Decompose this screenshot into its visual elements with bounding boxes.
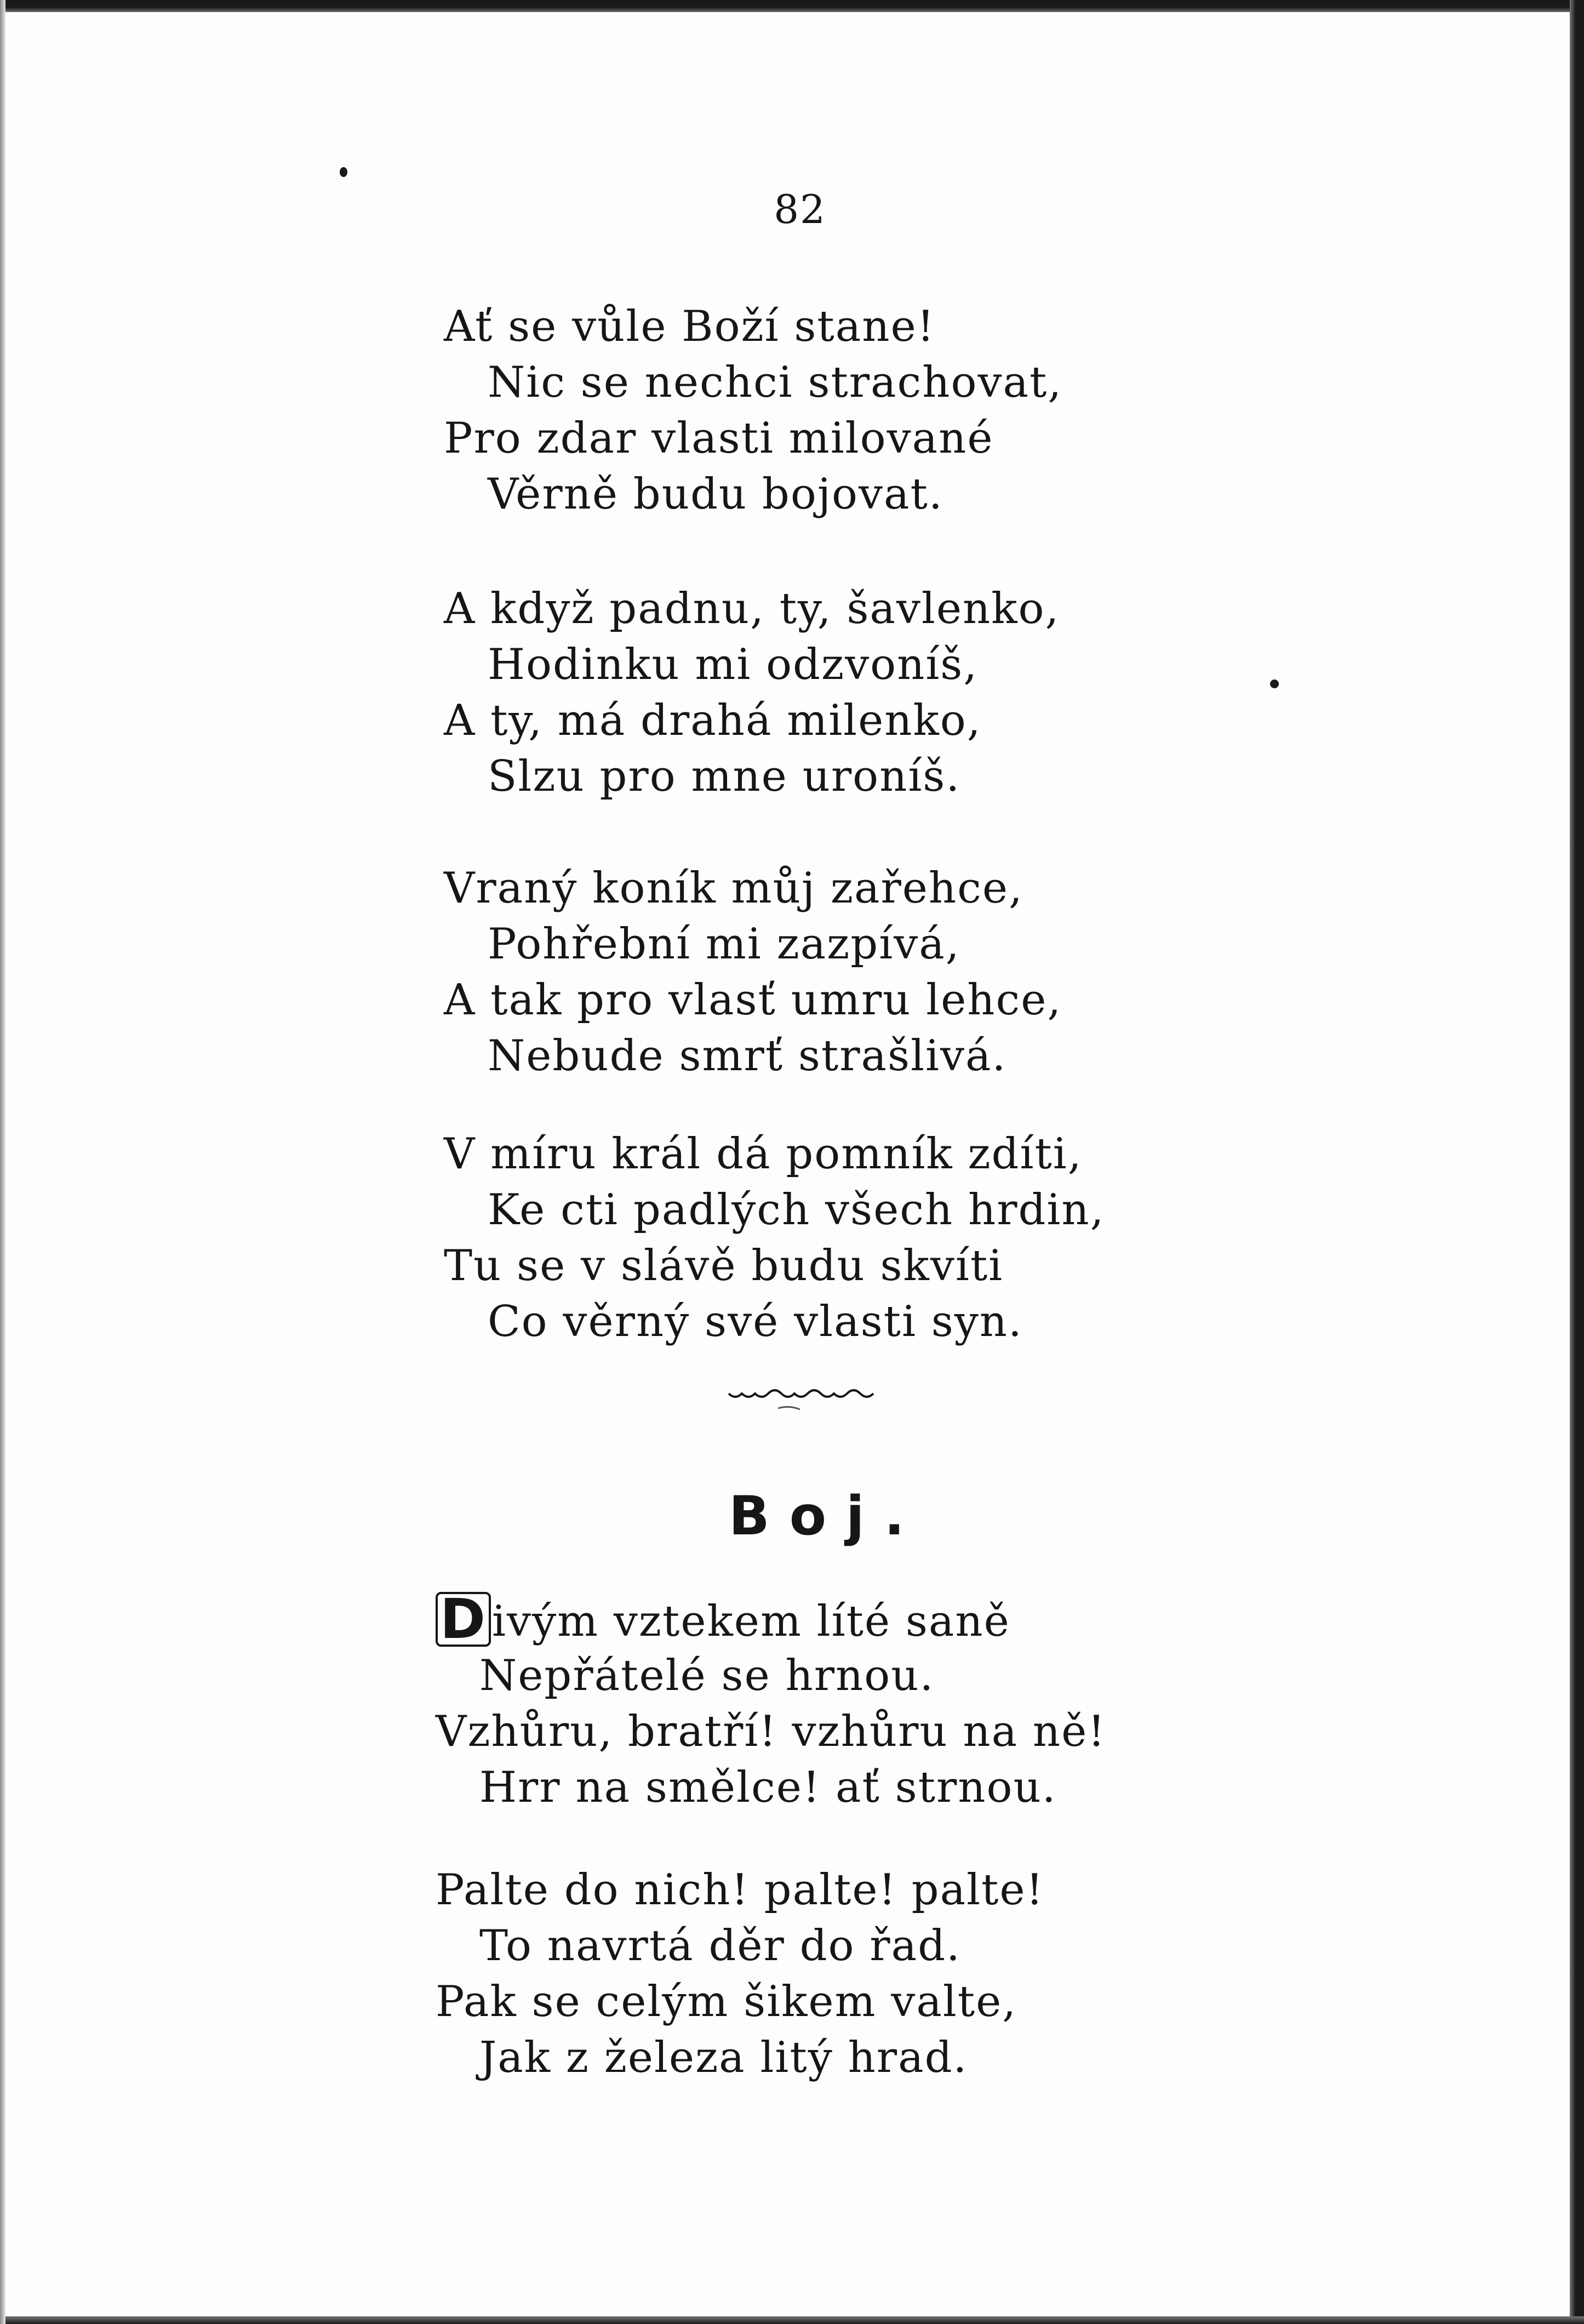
verse-line: Pak se celým šikem valte, [436,1977,1017,2026]
verse-line: A ty, má drahá milenko, [444,696,982,745]
stanza-4 [444,1126,1105,1350]
verse-line: A když padnu, ty, šavlenko, [444,584,1060,633]
verse-line-rest: ivým vztekem líté saně [492,1597,1010,1646]
verse-line: Pro zdar vlasti milované [444,414,994,463]
verse-line: Palte do nich! palte! palte! [436,1865,1044,1915]
wavy-divider [726,1384,879,1417]
verse-line: V míru král dá pomník zdíti, [444,1129,1083,1179]
verse-line: Tu se v slávě budu skvíti [444,1241,1004,1291]
stanza-1 [444,299,1062,522]
verse-line: Vraný koník můj zařehce, [444,864,1023,913]
verse-line-with-initial [436,1587,1106,1651]
scan-border-top [0,0,1584,12]
verse-line: Vzhůru, bratří! vzhůru na ně! [436,1707,1106,1756]
verse-line: Ke cti padlých všech hrdin, [488,1185,1105,1235]
ink-speck [340,167,347,177]
scan-border-right [1570,0,1584,2324]
drop-cap: D [436,1592,491,1647]
scan-border-left [0,0,5,2324]
verse-line: A tak pro vlasť umru lehce, [444,975,1062,1025]
verse-line: Hrr na smělce! ať strnou. [479,1763,1057,1812]
ink-speck [1270,680,1279,688]
verse-line: Hodinku mi odzvoníš, [488,640,979,689]
verse-line: Nebude smrť strašlivá. [488,1031,1007,1081]
stanza-6 [436,1862,1044,2086]
verse-line: Nic se nechci strachovat, [488,358,1063,407]
verse-line: Nepřátelé se hrnou. [479,1651,935,1700]
page-number: 82 [774,186,826,232]
stanza-3 [444,860,1062,1084]
verse-line: Slzu pro mne uroníš. [488,752,961,801]
stanza-2 [444,581,1060,804]
scan-border-bottom [0,2316,1584,2324]
stanza-5 [436,1587,1106,1815]
verse-line: Ať se vůle Boží stane! [444,302,936,351]
verse-line: To navrtá děr do řad. [479,1921,961,1971]
verse-line: Jak z železa litý hrad. [479,2033,968,2082]
poem-title: Boj. [729,1485,924,1548]
verse-line: Pohřební mi zazpívá, [488,920,960,969]
verse-line: Věrně budu bojovat. [488,470,943,519]
verse-line: Co věrný své vlasti syn. [488,1297,1023,1346]
